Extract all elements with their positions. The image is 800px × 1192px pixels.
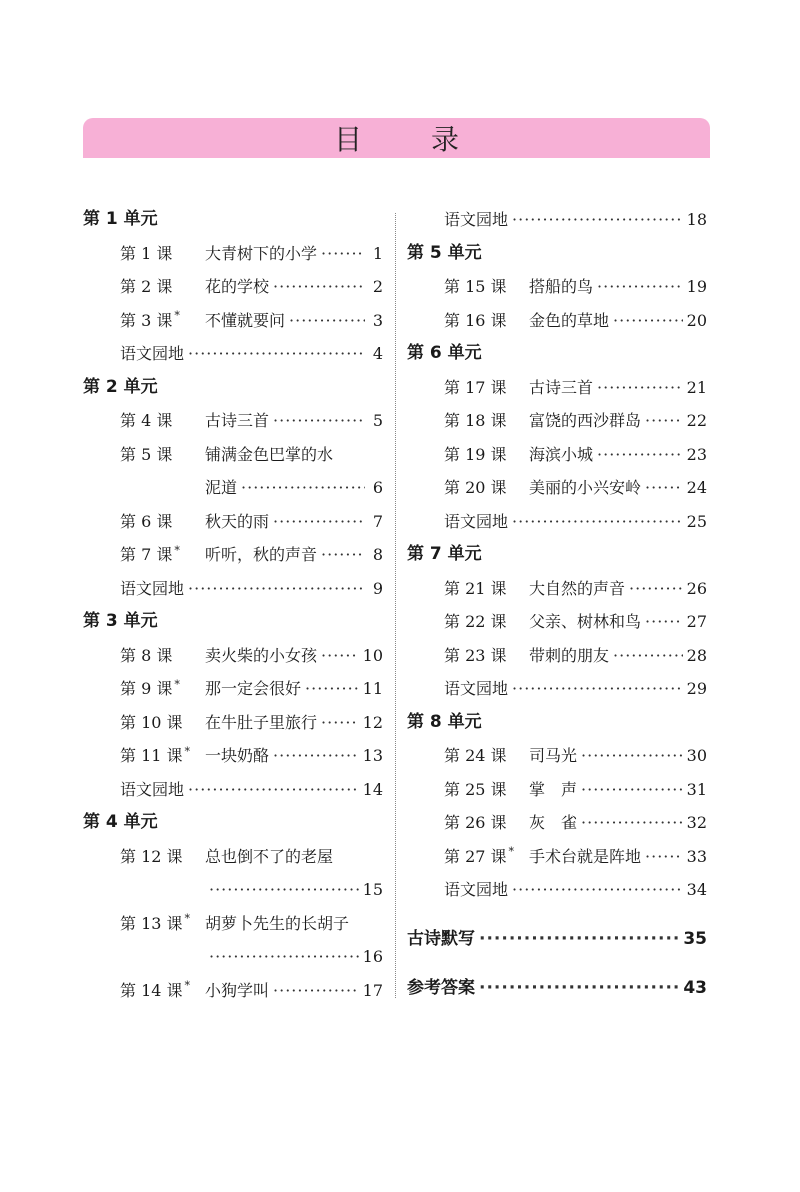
lesson-number [444, 270, 529, 304]
leader-dots [321, 538, 365, 572]
leader-dots [209, 873, 359, 907]
unit-label: 第 6 单元 [407, 343, 482, 363]
page-number: 15 [362, 880, 383, 899]
page-number: 3 [372, 310, 383, 330]
lesson-number [444, 438, 529, 472]
page-number: 10 [362, 645, 383, 665]
entry-title: 语文园地 [444, 210, 509, 229]
toc-entry-lesson[interactable] [407, 605, 707, 639]
lesson-title: 卖火柴的小女孩 [205, 645, 318, 665]
entry-title: 语文园地 [444, 511, 509, 531]
toc-entry-lesson[interactable] [83, 538, 383, 572]
toc-entry-garden[interactable] [83, 773, 383, 807]
page-number: 7 [372, 511, 383, 531]
page-number: 8 [372, 545, 383, 564]
lesson-title: 胡萝卜先生的长胡子 [205, 913, 350, 933]
lesson-number-text: 第 6 课 [120, 511, 173, 531]
lesson-number-text: 第 16 课 [444, 310, 507, 330]
leader-dots [629, 572, 683, 606]
lesson-number [120, 639, 205, 673]
lesson-number [444, 605, 529, 639]
toc-entry-lesson[interactable] [407, 639, 707, 673]
lesson-title: 一块奶酪 [205, 746, 270, 765]
lesson-title: 手术台就是阵地 [529, 846, 642, 866]
lesson-number-text: 第 17 课 [444, 377, 507, 397]
toc-entry-lesson[interactable] [83, 404, 383, 438]
page-number: 13 [362, 746, 383, 765]
lesson-title: 花的学校 [205, 277, 270, 296]
page-number: 43 [683, 978, 707, 998]
page-number: 17 [362, 980, 383, 1000]
toc-entry-lesson[interactable] [83, 270, 383, 304]
page-number: 18 [686, 210, 707, 229]
toc-entry-lesson[interactable] [407, 806, 707, 840]
lesson-title: 不懂就要问 [205, 310, 286, 330]
toc-entry-lesson[interactable] [83, 840, 383, 874]
unit-label: 第 8 单元 [407, 711, 482, 732]
lesson-title-continued: 泥道 [205, 478, 238, 497]
lesson-number-text: 第 4 课 [120, 411, 173, 430]
lesson-title: 在牛肚子里旅行 [205, 712, 318, 732]
toc-entry-garden[interactable] [407, 873, 707, 907]
lesson-number-text: 第 12 课 [120, 846, 183, 866]
lesson-number-text: 第 11 课 [120, 746, 183, 765]
lesson-title: 司马光 [529, 746, 578, 765]
leader-dots [241, 471, 365, 505]
optional-star: * [174, 677, 180, 691]
page-number: 11 [362, 679, 383, 698]
leader-dots [321, 237, 365, 271]
lesson-number [120, 672, 205, 706]
lesson-number [444, 371, 529, 405]
unit-heading [407, 237, 707, 271]
toc-entry-lesson[interactable] [83, 974, 383, 1008]
leader-dots [512, 505, 683, 539]
lesson-number [120, 404, 205, 438]
page-number: 34 [686, 880, 707, 899]
leader-dots [273, 270, 365, 304]
lesson-number-text: 第 3 课 [120, 310, 173, 330]
toc-entry-lesson[interactable] [83, 639, 383, 673]
toc-entry-section[interactable] [407, 923, 707, 957]
page-number: 25 [686, 511, 707, 531]
toc-right-column [407, 203, 707, 1006]
lesson-title: 带刺的朋友 [529, 645, 610, 665]
lesson-number [120, 706, 205, 740]
lesson-number [120, 974, 205, 1008]
toc-title: 目 录 [334, 123, 489, 156]
leader-dots [597, 371, 683, 405]
lesson-title: 金色的草地 [529, 310, 610, 330]
lesson-number [120, 505, 205, 539]
unit-heading [83, 203, 383, 237]
page-number: 23 [686, 444, 707, 464]
page-number: 20 [686, 310, 707, 330]
leader-dots [581, 739, 683, 773]
lesson-number-text: 第 8 课 [120, 645, 173, 665]
page-number: 26 [686, 578, 707, 598]
leader-dots [209, 940, 359, 974]
toc-entry-lesson[interactable] [407, 572, 707, 606]
leader-dots [273, 505, 365, 539]
lesson-number [120, 739, 205, 773]
lesson-title: 海滨小城 [529, 444, 594, 464]
lesson-title: 听听，秋的声音 [205, 545, 318, 564]
lesson-number-text: 第 21 课 [444, 578, 507, 598]
leader-dots [188, 572, 365, 606]
entry-title: 语文园地 [120, 578, 185, 598]
leader-dots [645, 404, 683, 438]
page-number: 30 [686, 746, 707, 765]
toc-entry-lesson[interactable] [407, 471, 707, 505]
toc-entry-lesson[interactable] [407, 438, 707, 472]
leader-dots [597, 270, 683, 304]
optional-star: * [508, 845, 515, 859]
unit-label: 第 1 单元 [83, 209, 158, 229]
lesson-title: 古诗三首 [205, 411, 270, 430]
lesson-title: 大自然的声音 [529, 578, 626, 598]
toc-entry-garden[interactable] [407, 672, 707, 706]
entry-title: 参考答案 [407, 978, 475, 998]
lesson-title: 富饶的西沙群岛 [529, 411, 642, 430]
lesson-number [444, 639, 529, 673]
lesson-number [444, 304, 529, 338]
leader-dots [188, 337, 365, 371]
leader-dots [581, 773, 683, 807]
toc-title-banner [83, 118, 710, 158]
lesson-number-text: 第 2 课 [120, 277, 173, 296]
leader-dots [479, 923, 679, 957]
lesson-number [120, 538, 205, 572]
lesson-number [444, 404, 529, 438]
lesson-number-text: 第 20 课 [444, 478, 507, 497]
leader-dots [581, 806, 683, 840]
toc-entry-garden[interactable] [83, 337, 383, 371]
lesson-number-text: 第 24 课 [444, 746, 507, 765]
leader-dots [512, 672, 683, 706]
column-divider [395, 213, 396, 998]
toc-entry-lesson[interactable] [83, 907, 383, 941]
optional-star: * [174, 543, 180, 557]
optional-star: * [184, 912, 191, 926]
page-number: 29 [686, 679, 707, 698]
lesson-number [120, 907, 205, 941]
toc-entry-garden[interactable] [407, 505, 707, 539]
lesson-number [120, 237, 205, 271]
lesson-number-text: 第 5 课 [120, 444, 173, 464]
toc-entry-lesson-continued[interactable] [83, 940, 383, 974]
leader-dots [273, 974, 359, 1008]
toc-left-column [83, 203, 383, 1007]
spacer [407, 956, 707, 972]
page-number: 21 [686, 377, 707, 397]
leader-dots [512, 203, 683, 237]
page-number: 31 [686, 779, 707, 799]
unit-label: 第 3 单元 [83, 611, 158, 631]
lesson-title: 小狗学叫 [205, 980, 270, 1000]
unit-label: 第 7 单元 [407, 544, 482, 564]
lesson-number-text: 第 26 课 [444, 813, 507, 832]
lesson-number [444, 739, 529, 773]
page-number: 16 [362, 947, 383, 966]
page-number: 2 [372, 277, 383, 296]
leader-dots [289, 304, 365, 338]
leader-dots [645, 840, 683, 874]
leader-dots [273, 404, 365, 438]
leader-dots [479, 972, 679, 1006]
leader-dots [321, 706, 359, 740]
toc-entry-lesson[interactable] [83, 505, 383, 539]
toc-entry-garden[interactable] [407, 203, 707, 237]
lesson-title: 古诗三首 [529, 377, 594, 397]
toc-entry-lesson[interactable] [407, 773, 707, 807]
toc-entry-garden[interactable] [83, 572, 383, 606]
unit-heading [83, 371, 383, 405]
lesson-number [444, 773, 529, 807]
leader-dots [273, 739, 359, 773]
page-number: 35 [683, 928, 707, 949]
page-number: 32 [686, 813, 707, 832]
toc-entry-lesson[interactable] [83, 706, 383, 740]
lesson-number-text: 第 7 课 [120, 545, 173, 564]
entry-title: 语文园地 [120, 344, 185, 363]
toc-entry-lesson-continued[interactable] [83, 471, 383, 505]
entry-title: 古诗默写 [407, 928, 475, 949]
leader-dots [512, 873, 683, 907]
page-number: 28 [686, 645, 707, 665]
optional-star: * [184, 744, 191, 758]
page-number: 24 [686, 478, 707, 497]
leader-dots [645, 471, 683, 505]
lesson-number-text: 第 13 课 [120, 913, 183, 933]
entry-title: 语文园地 [444, 880, 509, 899]
page-number: 9 [372, 578, 383, 598]
lesson-number [120, 840, 205, 874]
toc-entry-lesson[interactable] [83, 304, 383, 338]
leader-dots [613, 639, 683, 673]
lesson-number-text: 第 25 课 [444, 779, 507, 799]
lesson-number-text: 第 14 课 [120, 980, 183, 1000]
toc-entry-section[interactable] [407, 972, 707, 1006]
toc-entry-lesson[interactable] [83, 237, 383, 271]
toc-entry-lesson[interactable] [83, 739, 383, 773]
lesson-title: 那一定会很好 [205, 679, 302, 698]
unit-label: 第 2 单元 [83, 376, 158, 397]
toc-entry-lesson[interactable] [407, 270, 707, 304]
unit-label: 第 5 单元 [407, 242, 482, 263]
lesson-number [120, 438, 205, 472]
page-number: 33 [686, 846, 707, 866]
page-number: 1 [372, 243, 383, 263]
lesson-title: 秋天的雨 [205, 511, 270, 531]
unit-heading [407, 706, 707, 740]
page-number: 22 [686, 411, 707, 430]
unit-heading [407, 538, 707, 572]
lesson-number [120, 270, 205, 304]
lesson-number [444, 471, 529, 505]
toc-entry-lesson[interactable] [83, 672, 383, 706]
leader-dots [305, 672, 359, 706]
toc-entry-lesson[interactable] [407, 371, 707, 405]
lesson-number-text: 第 9 课 [120, 679, 173, 698]
optional-star: * [174, 309, 180, 323]
toc-entry-lesson[interactable] [83, 438, 383, 472]
lesson-title: 大青树下的小学 [205, 243, 318, 263]
leader-dots [645, 605, 683, 639]
page-number: 6 [372, 478, 383, 497]
spacer [407, 907, 707, 923]
lesson-number-text: 第 15 课 [444, 277, 507, 296]
unit-heading [407, 337, 707, 371]
toc-entry-lesson-continued[interactable] [83, 873, 383, 907]
lesson-title: 总也倒不了的老屋 [205, 846, 334, 866]
page-number: 5 [372, 411, 383, 430]
lesson-title: 掌 声 [529, 779, 578, 799]
page-number: 4 [372, 344, 383, 363]
page-number: 27 [686, 612, 707, 631]
lesson-title: 灰 雀 [529, 813, 578, 832]
page-number: 12 [362, 712, 383, 732]
lesson-number [444, 572, 529, 606]
leader-dots [597, 438, 683, 472]
lesson-number-text: 第 10 课 [120, 712, 183, 732]
lesson-title: 父亲、树林和鸟 [529, 612, 642, 631]
lesson-number-text: 第 18 课 [444, 411, 507, 430]
optional-star: * [184, 979, 191, 993]
lesson-number [444, 840, 529, 874]
lesson-number-text: 第 22 课 [444, 612, 507, 631]
lesson-number-text: 第 27 课 [444, 846, 507, 866]
entry-title: 语文园地 [444, 679, 509, 698]
unit-heading [83, 605, 383, 639]
toc-entry-lesson[interactable] [407, 739, 707, 773]
toc-entry-lesson[interactable] [407, 840, 707, 874]
entry-title: 语文园地 [120, 779, 185, 799]
lesson-title: 搭船的鸟 [529, 277, 594, 296]
leader-dots [613, 304, 683, 338]
leader-dots [188, 773, 359, 807]
lesson-title: 铺满金色巴掌的水 [205, 444, 334, 464]
lesson-number-text: 第 19 课 [444, 444, 507, 464]
toc-entry-lesson[interactable] [407, 304, 707, 338]
page-number: 14 [362, 779, 383, 799]
unit-label: 第 4 单元 [83, 812, 158, 832]
toc-entry-lesson[interactable] [407, 404, 707, 438]
lesson-number [444, 806, 529, 840]
lesson-title: 美丽的小兴安岭 [529, 478, 642, 497]
unit-heading [83, 806, 383, 840]
leader-dots [321, 639, 359, 673]
lesson-number [120, 304, 205, 338]
lesson-number-text: 第 1 课 [120, 243, 173, 263]
lesson-number-text: 第 23 课 [444, 645, 507, 665]
page-number: 19 [686, 277, 707, 296]
